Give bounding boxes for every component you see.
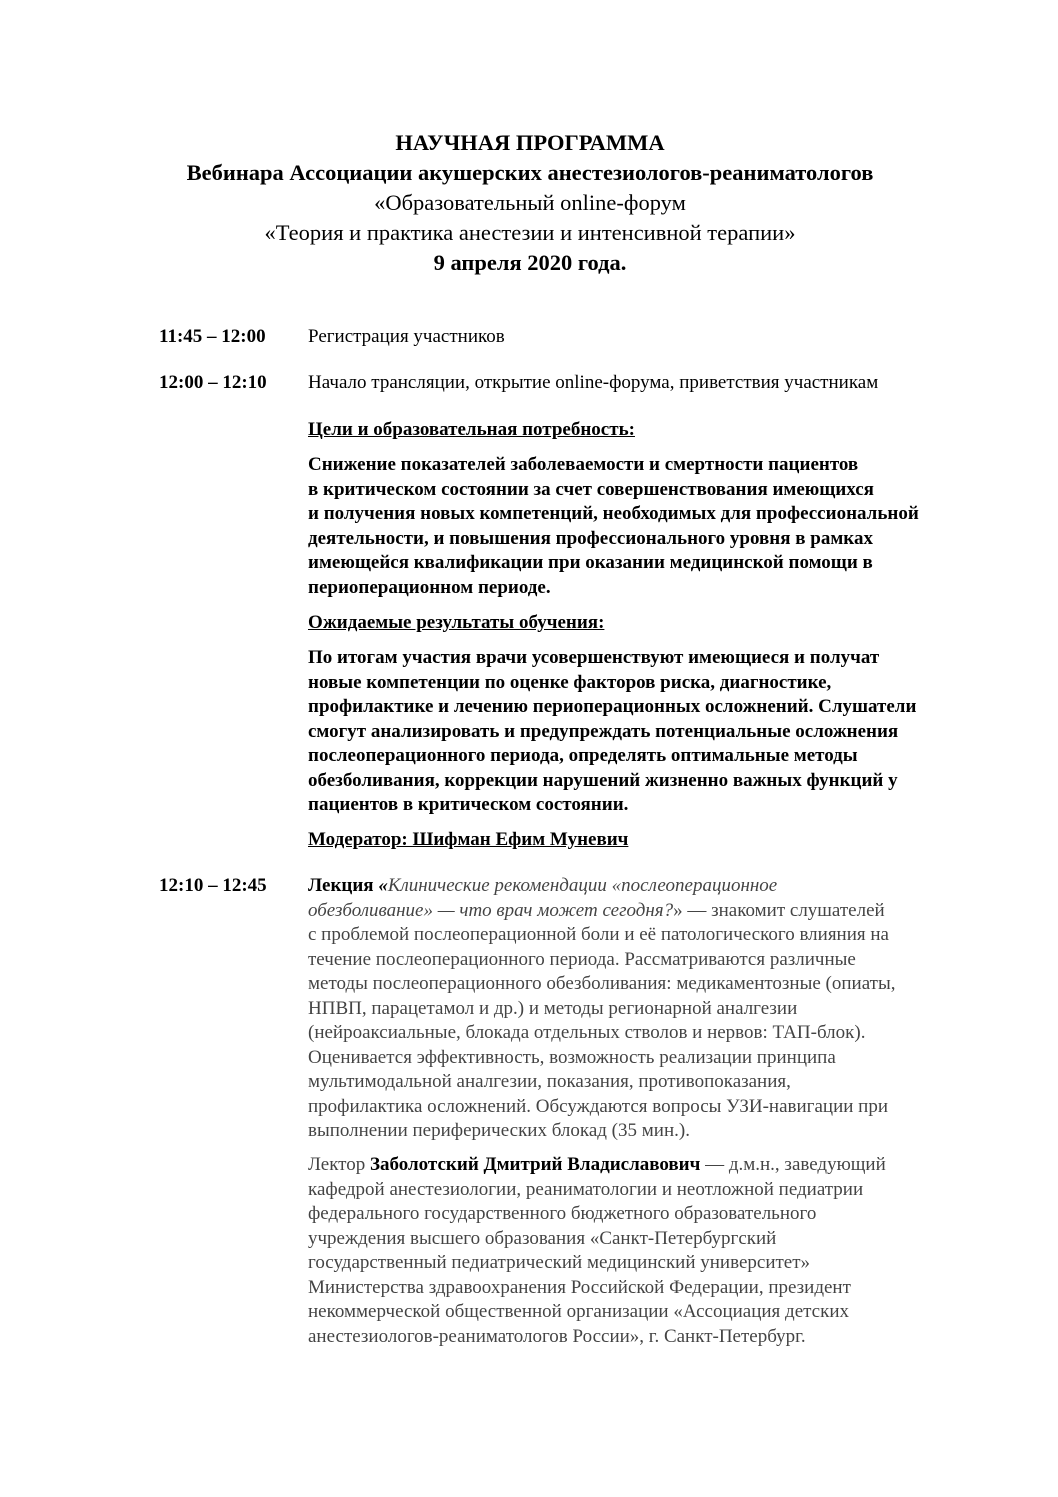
results-heading: Ожидаемые результаты обучения: [308, 612, 605, 633]
goals-line: Снижение показателей заболеваемости и смертности пациентов [308, 454, 859, 475]
program-subtitle: Вебинара Ассоциации акушерских анестезиологов-реаниматологов [186, 160, 874, 185]
lecture-line-2 [308, 899, 978, 924]
lecture-line: профилактика осложнений. Обсуждаются вопросы УЗИ-навигации при [308, 1095, 888, 1117]
schedule-time: 12:00 – 12:10 [159, 372, 267, 393]
lecturer-line-1 [308, 1153, 978, 1178]
goals-text [308, 453, 978, 600]
lecture-title-close: » [673, 899, 683, 921]
lecture-line2-tail: — знакомит слушателей [682, 899, 885, 921]
schedule-time: 11:45 – 12:00 [159, 326, 266, 347]
forum-line: «Образовательный online-форум [374, 190, 686, 215]
lecture-line: Оценивается эффективность, возможность реализации принципа [308, 1046, 836, 1068]
results-text [308, 646, 978, 818]
schedule-text: Регистрация участников [308, 326, 505, 347]
lecture-line: НПВП, парацетамол и др.) и методы регионарной аналгезии [308, 997, 798, 1019]
lecture-line-1 [308, 874, 978, 899]
lecture-line: с проблемой послеоперационной боли и её патологического влияния на [308, 924, 889, 945]
lecturer-name: Заболотский Дмитрий Владиславович [369, 1154, 701, 1175]
results-line: смогут анализировать и предупреждать потенциальные осложнения [308, 720, 899, 742]
results-line: послеоперационного периода, определять оптимальные методы [308, 745, 858, 766]
goals-line: и получения новых компетенций, необходимых для профессиональной [308, 503, 919, 524]
lecture-title-open: « [373, 875, 388, 896]
lecturer-line: учреждения высшего образования «Санкт-Петербургский [308, 1227, 777, 1249]
moderator-line: Модератор: Шифман Ефим Муневич [308, 829, 629, 850]
lecturer-line1-tail: — д.м.н., заведующий [700, 1154, 886, 1175]
lecture-text [308, 874, 978, 1144]
goals-heading: Цели и образовательная потребность: [308, 419, 635, 440]
goals-line: периоперационном периоде. [308, 576, 551, 598]
results-line: пациентов в критическом состоянии. [308, 794, 629, 815]
results-line: новые компетенции по оценке факторов риска, диагностике, [308, 671, 832, 693]
lecture-line: мультимодальной аналгезии, показания, противопоказания, [308, 1071, 791, 1092]
lecture-title-part1: Клинические рекомендации «послеоперационное [387, 875, 778, 896]
schedule-text: Начало трансляции, открытие online-форума, приветствия участникам [308, 372, 879, 393]
program-header [100, 128, 960, 278]
goals-line: деятельности, и повышения профессионального уровня в рамках [308, 527, 873, 549]
program-title: НАУЧНАЯ ПРОГРАММА [395, 130, 665, 155]
lecturer-line: государственный педиатрический медицинский университет» [308, 1252, 811, 1273]
lecture-label: Лекция [308, 875, 374, 896]
lecturer-line: федерального государственного бюджетного образовательного [308, 1203, 817, 1224]
results-line: обезболивания, коррекции нарушений жизненно важных функций у [308, 769, 898, 791]
lecture-time: 12:10 – 12:45 [159, 875, 267, 896]
lecturer-prefix: Лектор [308, 1154, 370, 1175]
lecture-line: (нейроаксиальные, блокада отдельных стволов и нервов: ТАП-блок). [308, 1022, 866, 1043]
goals-line: имеющейся квалификации при оказании медицинской помощи в [308, 552, 873, 573]
lecturer-line: кафедрой анестезиологии, реаниматологии и неотложной педиатрии [308, 1178, 864, 1200]
program-date: 9 апреля 2020 года. [433, 250, 627, 275]
lecturer-line: Министерства здравоохранения Российской Федерации, президент [308, 1276, 851, 1298]
lecture-line: методы послеоперационного обезболивания: медикаментозные (опиаты, [308, 973, 896, 994]
lecturer-line: анестезиологов-реаниматологов России», г. Санкт-Петербург. [308, 1325, 806, 1347]
results-line: По итогам участия врачи усовершенствуют имеющиеся и получат [308, 647, 880, 668]
lecture-line: выполнении периферических блокад (35 мин.). [308, 1120, 690, 1141]
theme-line: «Теория и практика анестезии и интенсивной терапии» [264, 220, 796, 245]
goals-line: в критическом состоянии за счет совершенствования имеющихся [308, 478, 874, 500]
lecturer-bio [308, 1153, 978, 1349]
lecturer-line: некоммерческой общественной организации «Ассоциация детских [308, 1301, 850, 1322]
lecture-title-part2: обезболивание» — что врач может сегодня? [308, 899, 674, 921]
results-line: профилактике и лечению периоперационных осложнений. Слушатели [308, 696, 917, 717]
lecture-line: течение послеоперационного периода. Рассматриваются различные [308, 948, 856, 970]
